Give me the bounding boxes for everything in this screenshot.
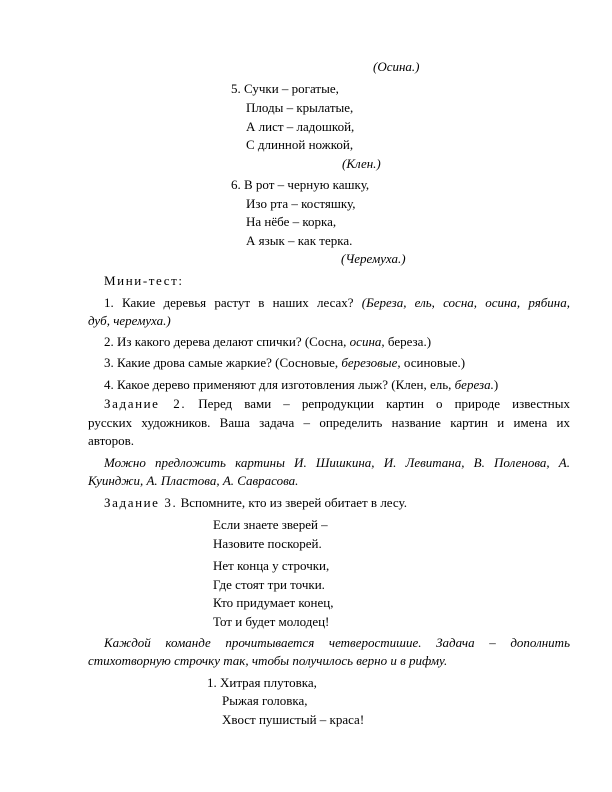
task-2-suggest-line-1 — [88, 454, 570, 471]
task-2-line-3: авторов. — [88, 433, 134, 448]
mini-test-heading: Мини-тест: — [104, 273, 184, 288]
verse-1-line-3: Хвост пушистый – краса! — [222, 712, 365, 727]
task-3-instruction-text: Каждой команде прочитывается четверостишие. Задача – дополнить — [104, 635, 570, 650]
verse-1-line-1: 1. Хитрая плутовка, — [207, 675, 317, 690]
task-2-text: Перед вами – репродукции картин о природе известных — [186, 396, 570, 411]
task-3-label: Задание 3. — [104, 495, 178, 510]
poem-2-line-3: Кто придумает конец, — [213, 595, 334, 610]
question-1 — [88, 294, 570, 311]
verse-1-line-2: Рыжая головка, — [222, 693, 308, 708]
task-2-line-1 — [88, 395, 570, 412]
question-4-text: 4. Какое дерево применяют для изготовления лыж? (Клен, ель, — [104, 377, 455, 392]
riddle-6-line-4: А язык – как терка. — [246, 233, 353, 248]
poem-2-line-4: Тот и будет молодец! — [213, 614, 330, 629]
question-2-text: 2. Из какого дерева делают спички? (Сосна, — [104, 334, 350, 349]
poem-2-line-2: Где стоят три точки. — [213, 577, 325, 592]
task-2-suggest-text: Можно предложить картины И. Шишкина, И. Левитана, В. Поленова, А. — [104, 455, 570, 470]
riddle-5-line-3: А лист – ладошкой, — [246, 119, 355, 134]
question-3-text: 3. Какие дрова самые жаркие? (Сосновые, — [104, 355, 342, 370]
task-3-instruction-line-2: стихотворную строчку так, чтобы получилось верно и в рифму. — [88, 653, 448, 668]
task-2-line-2: русских художников. Ваша задача – определить название картин и имена их — [88, 415, 570, 430]
riddle-4-answer: (Осина.) — [373, 59, 420, 74]
task-3-text: Вспомните, кто из зверей обитает в лесу. — [177, 495, 407, 510]
riddle-5-line-1: 5. Сучки – рогатые, — [231, 81, 339, 96]
question-1-text: 1. Какие деревья растут в наших лесах? — [104, 295, 362, 310]
task-2-suggest-line-2: Куинджи, А. Пластова, А. Саврасова. — [88, 473, 299, 488]
question-4 — [104, 376, 498, 393]
riddle-6-answer: (Черемуха.) — [341, 251, 406, 266]
question-1-answer: (Береза, ель, сосна, осина, рябина, — [361, 295, 570, 310]
riddle-5-line-2: Плоды – крылатые, — [246, 100, 354, 115]
task-2-label: Задание 2. — [104, 396, 187, 411]
task-3-instruction-line-1 — [88, 634, 570, 651]
task-3-line — [104, 494, 407, 511]
question-3 — [104, 354, 465, 371]
poem-1-line-2: Назовите поскорей. — [213, 536, 322, 551]
question-2 — [104, 333, 431, 350]
poem-2-line-1: Нет конца у строчки, — [213, 558, 330, 573]
riddle-5-answer: (Клен.) — [342, 156, 381, 171]
riddle-5-line-4: С длинной ножкой, — [246, 137, 354, 152]
question-2-end: береза.) — [384, 334, 432, 349]
poem-1-line-1: Если знаете зверей – — [213, 517, 328, 532]
question-3-end: осиновые.) — [400, 355, 466, 370]
question-3-emphasis: березовые, — [341, 355, 401, 370]
riddle-6-line-2: Изо рта – костяшку, — [246, 196, 356, 211]
question-1-answer-cont: дуб, черемуха.) — [88, 313, 171, 328]
question-2-emphasis: осина, — [349, 334, 385, 349]
question-4-end: ) — [493, 377, 499, 392]
riddle-6-line-1: 6. В рот – черную кашку, — [231, 177, 370, 192]
question-4-emphasis: береза. — [454, 377, 494, 392]
riddle-6-line-3: На нёбе – корка, — [246, 214, 337, 229]
